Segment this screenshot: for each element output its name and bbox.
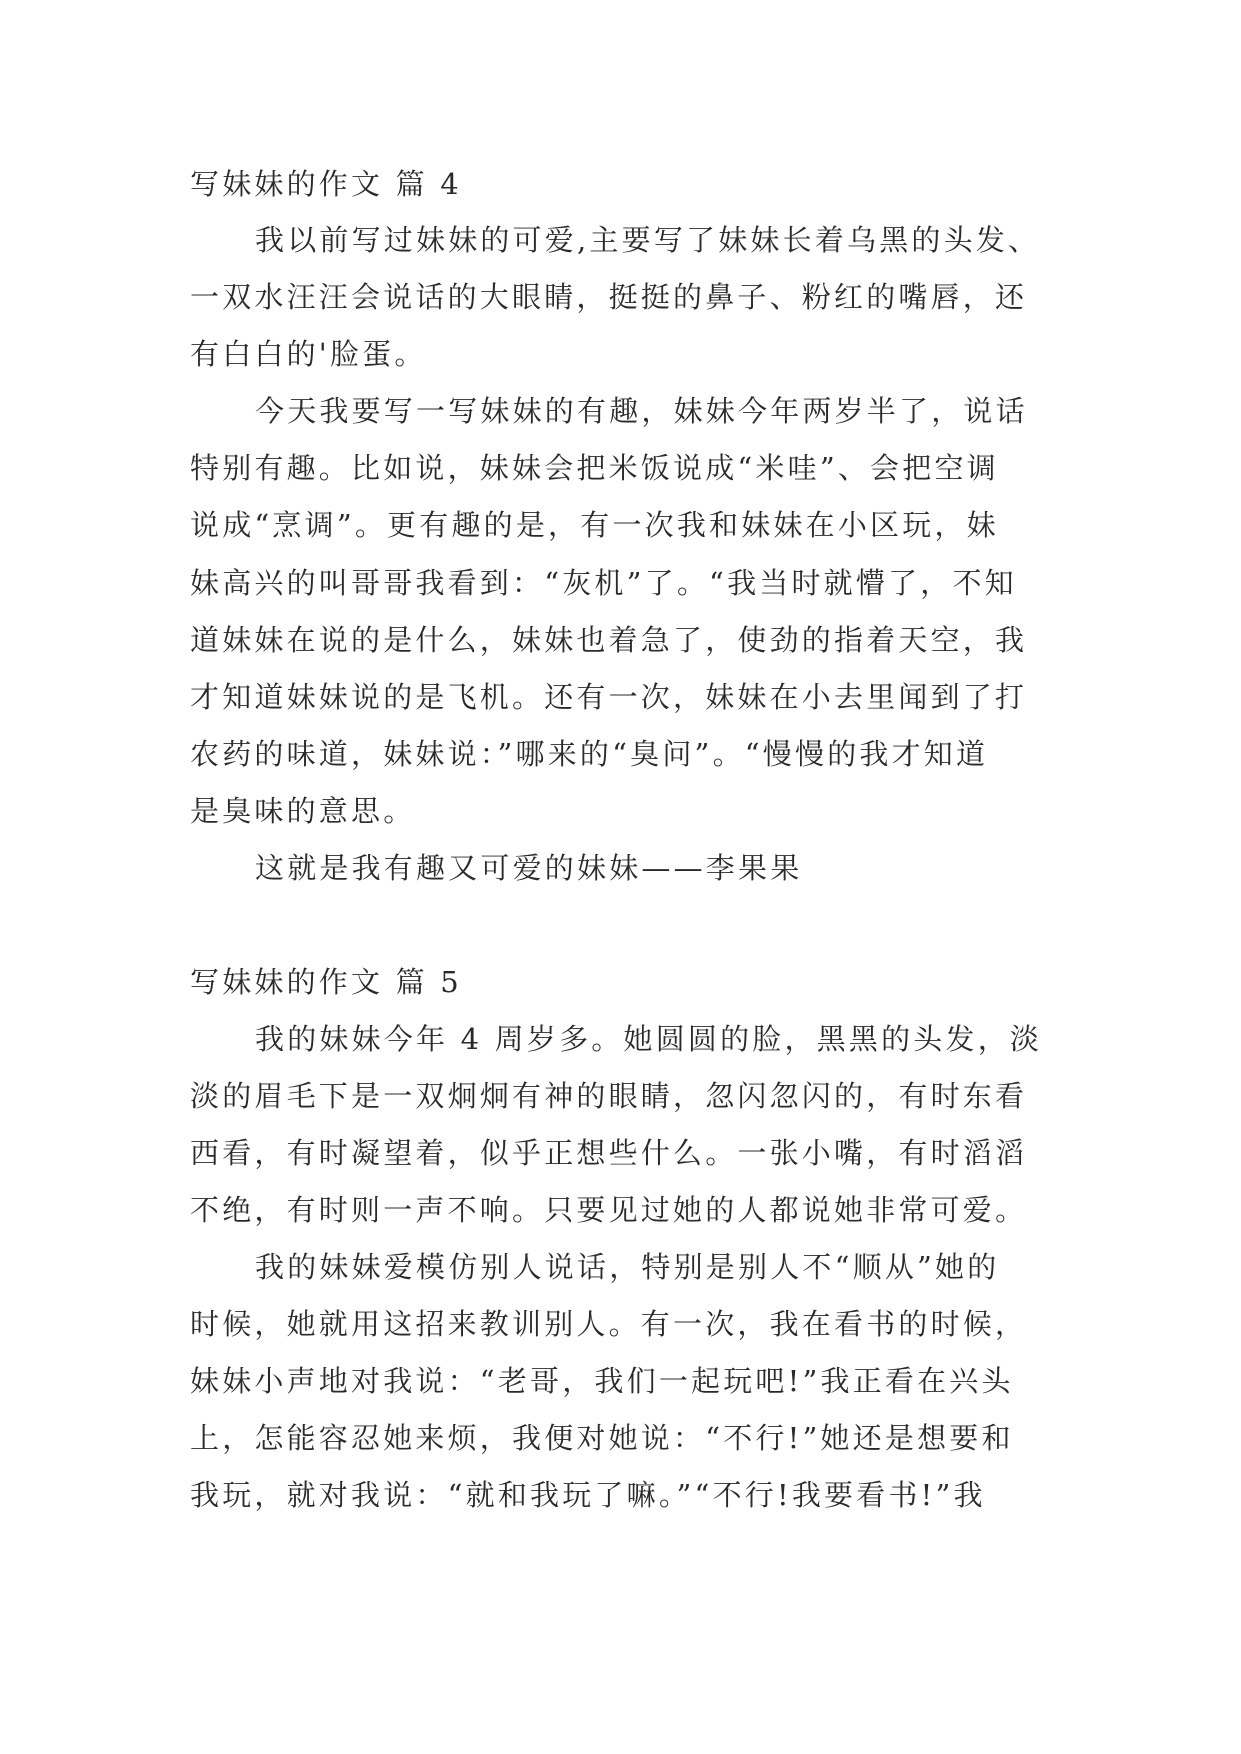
text-line: 上，怎能容忍她来烦，我便对她说：“不行!”她还是想要和: [190, 1421, 1014, 1455]
text-line: 西看，有时凝望着，似乎正想些什么。一张小嘴，有时滔滔: [190, 1136, 1028, 1170]
text-line: 特别有趣。比如说，妹妹会把米饭说成“米哇”、会把空调: [190, 451, 999, 485]
text-line: 我的妹妹爱模仿别人说话，特别是别人不“顺从”她的: [255, 1250, 1000, 1284]
text-line: 淡的眉毛下是一双炯炯有神的眼睛，忽闪忽闪的，有时东看: [190, 1079, 1028, 1113]
text-line: 妹妹小声地对我说：“老哥，我们一起玩吧!”我正看在兴头: [190, 1364, 1014, 1398]
text-line: 我玩，就对我说：“就和我玩了嘛。”“不行!我要看书!”我: [190, 1478, 986, 1512]
text-line: 农药的味道，妹妹说：”哪来的“臭问”。“慢慢的我才知道: [190, 737, 989, 771]
section-heading-4: 写妹妹的作文 篇 4: [190, 167, 462, 201]
text-line: 说成“烹调”。更有趣的是，有一次我和妹妹在小区玩，妹: [190, 508, 999, 542]
text-line: 有白白的'脸蛋。: [190, 337, 427, 371]
text-line: 今天我要写一写妹妹的有趣，妹妹今年两岁半了，说话: [255, 394, 1028, 428]
text-line: 这就是我有趣又可爱的妹妹——李果果: [255, 851, 803, 885]
text-line: 我以前写过妹妹的可爱,主要写了妹妹长着乌黑的头发、: [255, 223, 1041, 257]
text-line: 一双水汪汪会说话的大眼睛，挺挺的鼻子、粉红的嘴唇，还: [190, 280, 1028, 314]
text-line: 是臭味的意思。: [190, 794, 416, 828]
text-line: 时候，她就用这招来教训别人。有一次，我在看书的时候，: [190, 1307, 1028, 1341]
section-heading-5: 写妹妹的作文 篇 5: [190, 965, 462, 999]
text-line: 道妹妹在说的是什么，妹妹也着急了，使劲的指着天空，我: [190, 623, 1028, 657]
text-line: 才知道妹妹说的是飞机。还有一次，妹妹在小去里闻到了打: [190, 680, 1028, 714]
text-line: 不绝，有时则一声不响。只要见过她的人都说她非常可爱。: [190, 1193, 1028, 1227]
text-line: 我的妹妹今年 4 周岁多。她圆圆的脸，黑黑的头发，淡: [255, 1022, 1043, 1056]
text-line: 妹高兴的叫哥哥我看到：“灰机”了。“我当时就懵了，不知: [190, 566, 1017, 600]
